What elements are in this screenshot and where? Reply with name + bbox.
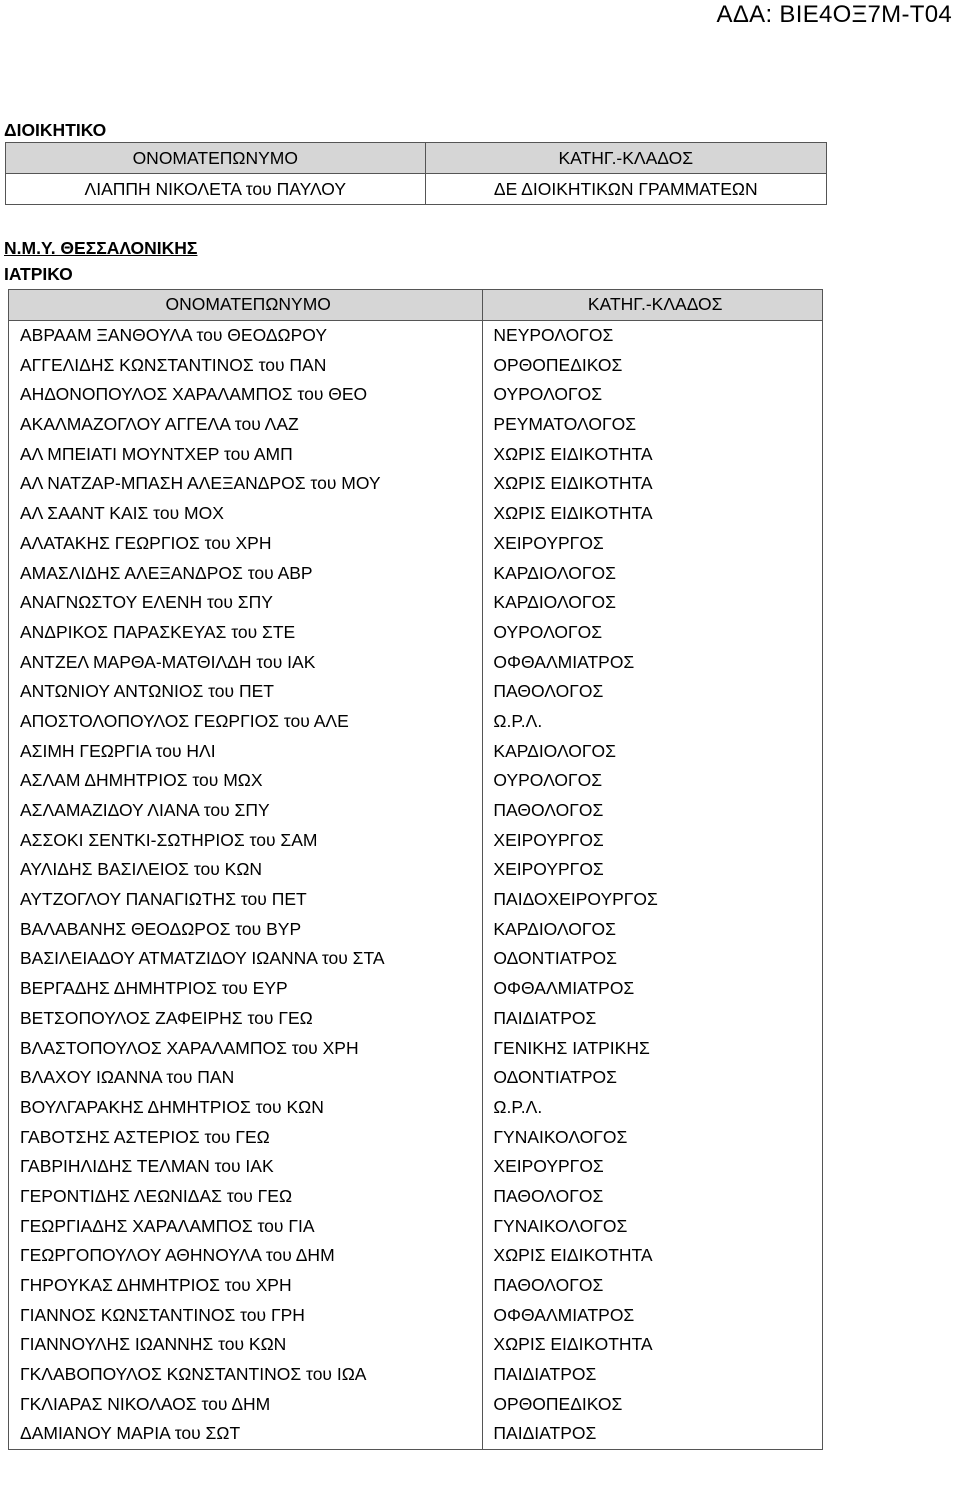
table-row <box>9 855 823 885</box>
cell-name: ΓΑΒΟΤΣΗΣ ΑΣΤΕΡΙΟΣ του ΓΕΩ <box>9 1122 483 1152</box>
table-row <box>9 1389 823 1419</box>
cell-category: ΠΑΙΔΙΑΤΡΟΣ <box>483 1004 823 1034</box>
cell-category: ΟΦΘΑΛΜΙΑΤΡΟΣ <box>483 647 823 677</box>
table-header-row <box>6 143 827 174</box>
table-row <box>9 796 823 826</box>
cell-name: ΓΚΛΙΑΡΑΣ ΝΙΚΟΛΑΟΣ του ΔΗΜ <box>9 1389 483 1419</box>
table-row <box>9 914 823 944</box>
cell-name: ΑΣΛΑΜ ΔΗΜΗΤΡΙΟΣ του ΜΩΧ <box>9 766 483 796</box>
cell-name: ΑΣΙΜΗ ΓΕΩΡΓΙΑ του ΗΛΙ <box>9 736 483 766</box>
cell-category: ΚΑΡΔΙΟΛΟΓΟΣ <box>483 588 823 618</box>
cell-name: ΑΓΓΕΛΙΔΗΣ ΚΩΝΣΤΑΝΤΙΝΟΣ του ΠΑΝ <box>9 350 483 380</box>
cell-name: ΓΕΡΟΝΤΙΔΗΣ ΛΕΩΝΙΔΑΣ του ΓΕΩ <box>9 1182 483 1212</box>
table-row <box>9 647 823 677</box>
cell-category: ΠΑΙΔΟΧΕΙΡΟΥΡΓΟΣ <box>483 885 823 915</box>
table-row <box>9 469 823 499</box>
table-row <box>6 174 827 205</box>
cell-name: ΒΑΣΙΛΕΙΑΔΟΥ ΑΤΜΑΤΖΙΔΟΥ ΙΩΑΝΝΑ του ΣΤΑ <box>9 944 483 974</box>
cell-name: ΒΛΑΣΤΟΠΟΥΛΟΣ ΧΑΡΑΛΑΜΠΟΣ του ΧΡΗ <box>9 1033 483 1063</box>
cell-category: ΧΕΙΡΟΥΡΓΟΣ <box>483 529 823 559</box>
table-row <box>9 350 823 380</box>
table-row <box>9 558 823 588</box>
table-header-row <box>9 290 823 321</box>
cell-name: ΑΛ ΝΑΤΖΑΡ-ΜΠΑΣΗ ΑΛΕΞΑΝΔΡΟΣ του ΜΟΥ <box>9 469 483 499</box>
cell-category: ΠΑΙΔΙΑΤΡΟΣ <box>483 1360 823 1390</box>
cell-name: ΓΑΒΡΙΗΛΙΔΗΣ ΤΕΛΜΑΝ του ΙΑΚ <box>9 1152 483 1182</box>
cell-category: ΟΦΘΑΛΜΙΑΤΡΟΣ <box>483 974 823 1004</box>
cell-name: ΑΜΑΣΛΙΔΗΣ ΑΛΕΞΑΝΔΡΟΣ του ΑΒΡ <box>9 558 483 588</box>
table-row <box>9 1241 823 1271</box>
cell-name: ΑΝΤΩΝΙΟΥ ΑΝΤΩΝΙΟΣ του ΠΕΤ <box>9 677 483 707</box>
cell-category: ΠΑΘΟΛΟΓΟΣ <box>483 677 823 707</box>
cell-category: ΟΡΘΟΠΕΔΙΚΟΣ <box>483 1389 823 1419</box>
cell-name: ΓΗΡΟΥΚΑΣ ΔΗΜΗΤΡΙΟΣ του ΧΡΗ <box>9 1271 483 1301</box>
cell-name: ΑΚΑΛΜΑΖΟΓΛΟΥ ΑΓΓΕΛΑ του ΛΑΖ <box>9 410 483 440</box>
table-row <box>9 1360 823 1390</box>
table-row <box>9 1182 823 1212</box>
cell-category: ΚΑΡΔΙΟΛΟΓΟΣ <box>483 914 823 944</box>
table-row <box>9 439 823 469</box>
cell-category: ΟΥΡΟΛΟΓΟΣ <box>483 618 823 648</box>
cell-category: ΓΕΝΙΚΗΣ ΙΑΤΡΙΚΗΣ <box>483 1033 823 1063</box>
table-row <box>9 766 823 796</box>
section-title-administrative: ΔΙΟΙΚΗΤΙΚΟ <box>4 120 107 140</box>
table-row <box>9 1122 823 1152</box>
cell-name: ΒΕΤΣΟΠΟΥΛΟΣ ΖΑΦΕΙΡΗΣ του ΓΕΩ <box>9 1004 483 1034</box>
cell-name: ΑΗΔΟΝΟΠΟΥΛΟΣ ΧΑΡΑΛΑΜΠΟΣ του ΘΕΟ <box>9 380 483 410</box>
cell-category: ΚΑΡΔΙΟΛΟΓΟΣ <box>483 736 823 766</box>
ada-label: ΑΔΑ: ΒΙΕ4ΟΞ7Μ-Τ04 <box>716 1 952 28</box>
table-row <box>9 410 823 440</box>
cell-category: Ω.Ρ.Λ. <box>483 1093 823 1123</box>
cell-name: ΑΝΑΓΝΩΣΤΟΥ ΕΛΕΝΗ του ΣΠΥ <box>9 588 483 618</box>
table-row <box>9 499 823 529</box>
table-row <box>9 1211 823 1241</box>
cell-name: ΑΛΑΤΑΚΗΣ ΓΕΩΡΓΙΟΣ του ΧΡΗ <box>9 529 483 559</box>
table-row <box>9 1152 823 1182</box>
cell-category: ΠΑΘΟΛΟΓΟΣ <box>483 796 823 826</box>
cell-name: ΒΛΑΧΟΥ ΙΩΑΝΝΑ του ΠΑΝ <box>9 1063 483 1093</box>
table-row <box>9 1419 823 1449</box>
table-row <box>9 618 823 648</box>
table-row <box>9 944 823 974</box>
table-row <box>9 320 823 350</box>
cell-category: ΝΕΥΡΟΛΟΓΟΣ <box>483 320 823 350</box>
table-row <box>9 885 823 915</box>
cell-category: ΧΩΡΙΣ ΕΙΔΙΚΟΤΗΤΑ <box>483 499 823 529</box>
cell-category: ΟΔΟΝΤΙΑΤΡΟΣ <box>483 944 823 974</box>
cell-category: ΧΩΡΙΣ ΕΙΔΙΚΟΤΗΤΑ <box>483 1330 823 1360</box>
table-row <box>9 588 823 618</box>
table-row <box>9 380 823 410</box>
cell-category: Ω.Ρ.Λ. <box>483 707 823 737</box>
cell-name: ΓΙΑΝΝΟΣ ΚΩΝΣΤΑΝΤΙΝΟΣ του ΓΡΗ <box>9 1300 483 1330</box>
cell-name: ΛΙΑΠΠΗ ΝΙΚΟΛΕΤΑ του ΠΑΥΛΟΥ <box>6 174 426 205</box>
header-name: ΟΝΟΜΑΤΕΠΩΝΥΜΟ <box>6 143 426 174</box>
cell-name: ΑΝΔΡΙΚΟΣ ΠΑΡΑΣΚΕΥΑΣ του ΣΤΕ <box>9 618 483 648</box>
table-row <box>9 529 823 559</box>
cell-category: ΟΦΘΑΛΜΙΑΤΡΟΣ <box>483 1300 823 1330</box>
cell-category: ΟΥΡΟΛΟΓΟΣ <box>483 766 823 796</box>
table-row <box>9 1033 823 1063</box>
cell-name: ΓΙΑΝΝΟΥΛΗΣ ΙΩΑΝΝΗΣ του ΚΩΝ <box>9 1330 483 1360</box>
cell-category: ΡΕΥΜΑΤΟΛΟΓΟΣ <box>483 410 823 440</box>
hospital-title: Ν.Μ.Υ. ΘΕΣΣΑΛΟΝΙΚΗΣ <box>4 238 198 258</box>
cell-category: ΓΥΝΑΙΚΟΛΟΓΟΣ <box>483 1211 823 1241</box>
cell-category: ΚΑΡΔΙΟΛΟΓΟΣ <box>483 558 823 588</box>
cell-category: ΔΕ ΔΙΟΙΚΗΤΙΚΩΝ ΓΡΑΜΜΑΤΕΩΝ <box>425 174 826 205</box>
cell-name: ΒΕΡΓΑΔΗΣ ΔΗΜΗΤΡΙΟΣ του ΕΥΡ <box>9 974 483 1004</box>
cell-category: ΟΔΟΝΤΙΑΤΡΟΣ <box>483 1063 823 1093</box>
table-row <box>9 1004 823 1034</box>
cell-name: ΑΣΣΟΚΙ ΣΕΝΤΚΙ-ΣΩΤΗΡΙΟΣ του ΣΑΜ <box>9 825 483 855</box>
cell-category: ΟΥΡΟΛΟΓΟΣ <box>483 380 823 410</box>
cell-category: ΧΕΙΡΟΥΡΓΟΣ <box>483 855 823 885</box>
cell-category: ΧΕΙΡΟΥΡΓΟΣ <box>483 1152 823 1182</box>
table-row <box>9 677 823 707</box>
cell-name: ΑΣΛΑΜΑΖΙΔΟΥ ΛΙΑΝΑ του ΣΠΥ <box>9 796 483 826</box>
cell-category: ΧΕΙΡΟΥΡΓΟΣ <box>483 825 823 855</box>
cell-category: ΠΑΙΔΙΑΤΡΟΣ <box>483 1419 823 1449</box>
cell-name: ΓΕΩΡΓΟΠΟΥΛΟΥ ΑΘΗΝΟΥΛΑ του ΔΗΜ <box>9 1241 483 1271</box>
header-category: ΚΑΤΗΓ.-ΚΛΑΔΟΣ <box>425 143 826 174</box>
header-category: ΚΑΤΗΓ.-ΚΛΑΔΟΣ <box>483 290 823 321</box>
cell-name: ΔΑΜΙΑΝΟΥ ΜΑΡΙΑ του ΣΩΤ <box>9 1419 483 1449</box>
table-row <box>9 1300 823 1330</box>
table-row <box>9 825 823 855</box>
cell-category: ΧΩΡΙΣ ΕΙΔΙΚΟΤΗΤΑ <box>483 439 823 469</box>
cell-name: ΑΛ ΜΠΕΙΑΤΙ ΜΟΥΝΤΧΕΡ του ΑΜΠ <box>9 439 483 469</box>
cell-name: ΑΠΟΣΤΟΛΟΠΟΥΛΟΣ ΓΕΩΡΓΙΟΣ του ΑΛΕ <box>9 707 483 737</box>
cell-category: ΟΡΘΟΠΕΔΙΚΟΣ <box>483 350 823 380</box>
table-row <box>9 1271 823 1301</box>
administrative-table <box>5 142 827 205</box>
table-row <box>9 707 823 737</box>
cell-category: ΠΑΘΟΛΟΓΟΣ <box>483 1271 823 1301</box>
table-row <box>9 1093 823 1123</box>
cell-name: ΑΒΡΑΑΜ ΞΑΝΘΟΥΛΑ του ΘΕΟΔΩΡΟΥ <box>9 320 483 350</box>
cell-name: ΓΚΛΑΒΟΠΟΥΛΟΣ ΚΩΝΣΤΑΝΤΙΝΟΣ του ΙΩΑ <box>9 1360 483 1390</box>
medical-table <box>8 289 823 1450</box>
cell-name: ΑΝΤΖΕΛ ΜΑΡΘΑ-ΜΑΤΘΙΛΔΗ του ΙΑΚ <box>9 647 483 677</box>
cell-category: ΓΥΝΑΙΚΟΛΟΓΟΣ <box>483 1122 823 1152</box>
section-title-medical: ΙΑΤΡΙΚΟ <box>4 264 73 284</box>
cell-category: ΧΩΡΙΣ ΕΙΔΙΚΟΤΗΤΑ <box>483 1241 823 1271</box>
table-row <box>9 974 823 1004</box>
cell-name: ΑΥΤΖΟΓΛΟΥ ΠΑΝΑΓΙΩΤΗΣ του ΠΕΤ <box>9 885 483 915</box>
cell-name: ΓΕΩΡΓΙΑΔΗΣ ΧΑΡΑΛΑΜΠΟΣ του ΓΙΑ <box>9 1211 483 1241</box>
cell-name: ΑΥΛΙΔΗΣ ΒΑΣΙΛΕΙΟΣ του ΚΩΝ <box>9 855 483 885</box>
cell-category: ΠΑΘΟΛΟΓΟΣ <box>483 1182 823 1212</box>
table-row <box>9 736 823 766</box>
cell-name: ΑΛ ΣΑΑΝΤ ΚΑΙΣ του ΜΟΧ <box>9 499 483 529</box>
cell-name: ΒΟΥΛΓΑΡΑΚΗΣ ΔΗΜΗΤΡΙΟΣ του ΚΩΝ <box>9 1093 483 1123</box>
header-name: ΟΝΟΜΑΤΕΠΩΝΥΜΟ <box>9 290 483 321</box>
table-row <box>9 1063 823 1093</box>
cell-name: ΒΑΛΑΒΑΝΗΣ ΘΕΟΔΩΡΟΣ του ΒΥΡ <box>9 914 483 944</box>
table-row <box>9 1330 823 1360</box>
cell-category: ΧΩΡΙΣ ΕΙΔΙΚΟΤΗΤΑ <box>483 469 823 499</box>
